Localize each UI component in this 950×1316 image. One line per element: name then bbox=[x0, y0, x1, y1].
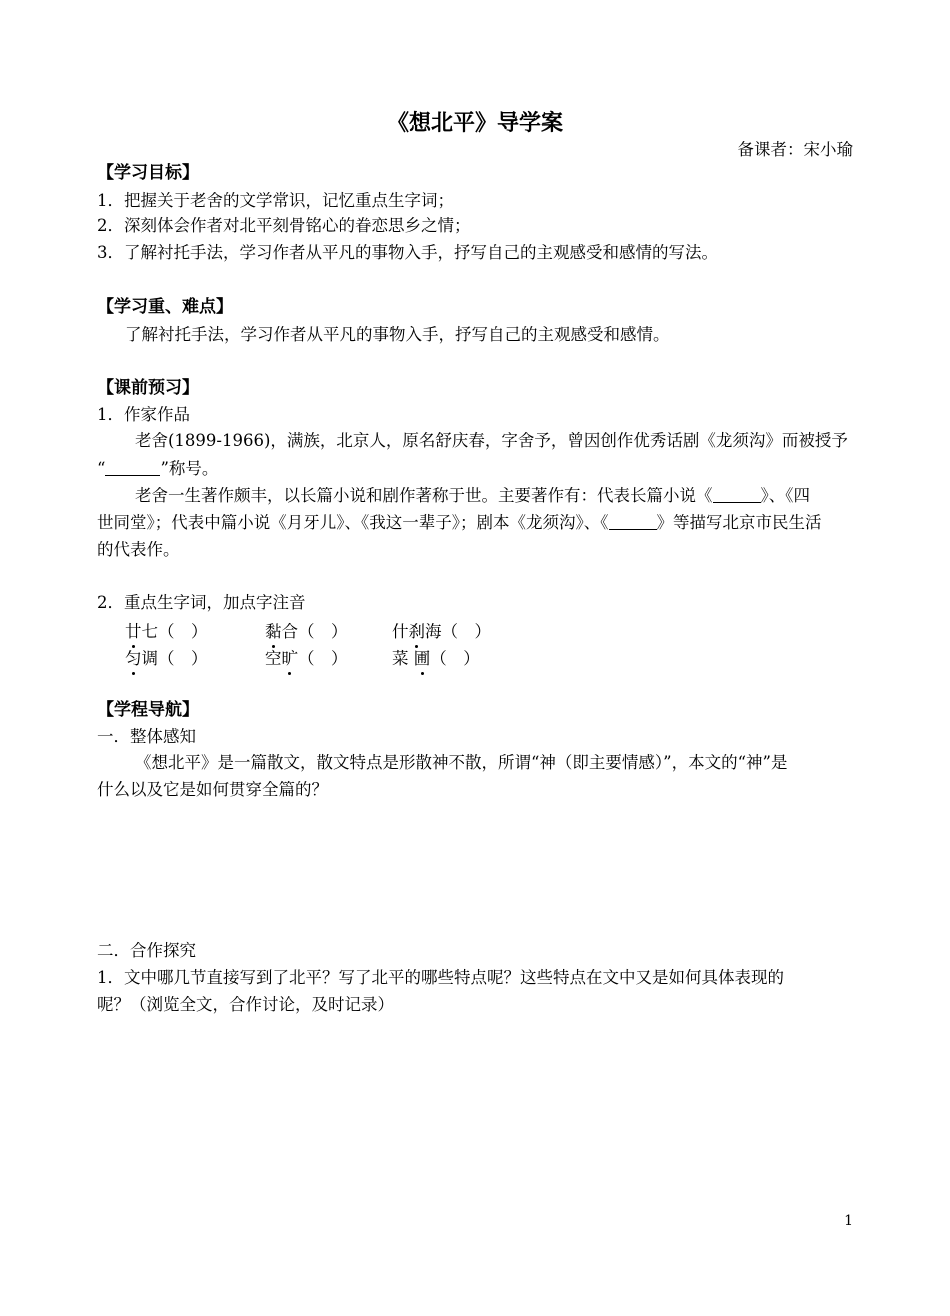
para2-text-b: 》、《四 bbox=[760, 486, 810, 505]
dotted-char: 旷 bbox=[282, 645, 299, 669]
preview-para1-line2 bbox=[97, 459, 218, 479]
vocab-item-6 bbox=[392, 645, 480, 669]
guide-part2-title: 二．合作探究 bbox=[97, 941, 196, 960]
para2-text-d: 》等描写北京市民生活 bbox=[656, 513, 822, 532]
vocab-item-4 bbox=[125, 645, 208, 669]
goals-heading: 【学习目标】 bbox=[97, 163, 199, 183]
guide-question1-line1: 1．文中哪几节直接写到了北平？写了北平的哪些特点呢？这些特点在文中又是如何具体表现的 bbox=[97, 968, 784, 987]
dotted-char: 圃 bbox=[414, 645, 431, 669]
quote-close: ”称号。 bbox=[160, 459, 219, 478]
goal-item-2: 2．深刻体会作者对北平刻骨铭心的眷恋思乡之情； bbox=[97, 216, 471, 235]
vocab-rest: 合（ ） bbox=[281, 622, 348, 641]
guide-question1-line2: 呢？（浏览全文，合作讨论，及时记录） bbox=[97, 995, 394, 1014]
vocab-item-1 bbox=[125, 618, 208, 642]
vocab-item-2 bbox=[265, 618, 348, 642]
preview-sub-writer-works: 1．作家作品 bbox=[97, 405, 190, 424]
vocab-char: 什 bbox=[392, 622, 409, 641]
preview-para2-line1 bbox=[135, 486, 810, 506]
preview-heading: 【课前预习】 bbox=[97, 378, 199, 398]
vocab-char: 菜 bbox=[392, 649, 414, 668]
goal-item-3: 3．了解衬托手法，学习作者从平凡的事物入手，抒写自己的主观感受和感情的写法。 bbox=[97, 243, 718, 262]
vocab-item-5 bbox=[265, 645, 348, 669]
dotted-char: 黏 bbox=[265, 618, 282, 642]
preview-para2-line2 bbox=[97, 513, 822, 533]
key-points-heading: 【学习重、难点】 bbox=[97, 297, 233, 317]
key-points-text: 了解衬托手法，学习作者从平凡的事物入手，抒写自己的主观感受和感情。 bbox=[125, 325, 670, 344]
guide-part1-line1: 《想北平》是一篇散文，散文特点是形散神不散，所谓“神（即主要情感）”，本文的“神”是 bbox=[135, 753, 788, 772]
vocab-rest: 调（ ） bbox=[141, 649, 208, 668]
play-blank[interactable] bbox=[609, 513, 657, 530]
dotted-char: 刹 bbox=[409, 618, 426, 642]
para2-text-a: 老舍一生著作颇丰，以长篇小说和剧作著称于世。主要著作有：代表长篇小说《 bbox=[135, 486, 713, 505]
preview-para2-line3: 的代表作。 bbox=[97, 540, 180, 559]
preview-sub-vocab: 2．重点生字词，加点字注音 bbox=[97, 593, 306, 612]
vocab-rest: （ ） bbox=[298, 649, 348, 668]
page-number: 1 bbox=[844, 1213, 853, 1229]
guide-part1-line2: 什么以及它是如何贯穿全篇的？ bbox=[97, 780, 328, 799]
dotted-char: 廿 bbox=[125, 618, 142, 642]
vocab-char: 空 bbox=[265, 649, 282, 668]
vocab-rest: 七（ ） bbox=[141, 622, 208, 641]
guide-part1-title: 一．整体感知 bbox=[97, 727, 196, 746]
guide-heading: 【学程导航】 bbox=[97, 700, 199, 720]
vocab-rest: 海（ ） bbox=[425, 622, 491, 641]
vocab-rest: （ ） bbox=[430, 649, 480, 668]
quote-open: “ bbox=[97, 459, 106, 478]
vocab-item-3 bbox=[392, 618, 491, 642]
page-title: 《想北平》导学案 bbox=[386, 111, 563, 136]
para2-text-c: 世同堂》；代表中篇小说《月牙儿》、《我这一辈子》；剧本《龙须沟》、《 bbox=[97, 513, 609, 532]
novel-blank[interactable] bbox=[713, 486, 761, 503]
preview-para1-line1: 老舍(1899-1966)，满族，北京人，原名舒庆春，字舍予，曾因创作优秀话剧《龙须沟》而被授予 bbox=[135, 431, 848, 450]
dotted-char: 匀 bbox=[125, 645, 142, 669]
title-blank[interactable] bbox=[105, 459, 160, 476]
author-line: 备课者：宋小瑜 bbox=[737, 140, 853, 159]
goal-item-1: 1．把握关于老舍的文学常识，记忆重点生字词； bbox=[97, 191, 454, 210]
